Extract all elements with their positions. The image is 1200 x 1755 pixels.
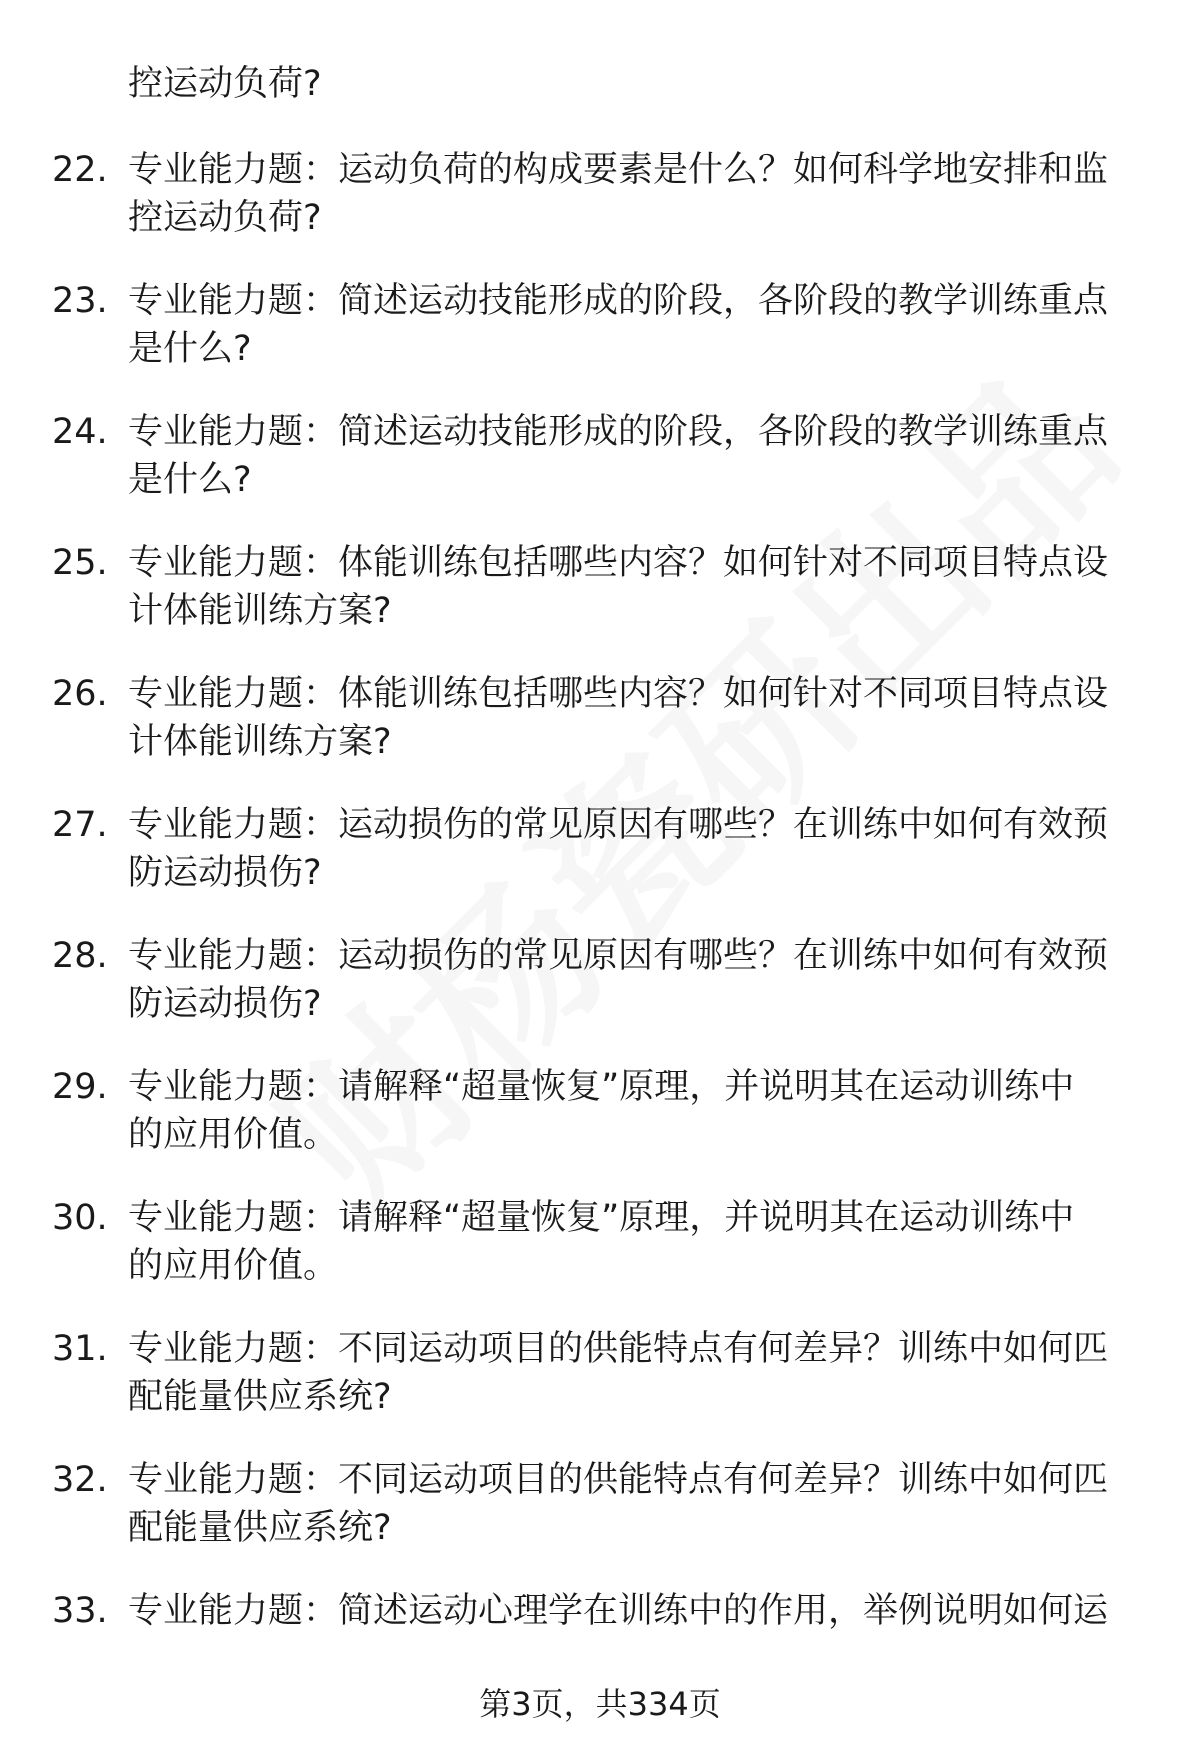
question-text (128, 539, 1138, 635)
question-number: 25. (52, 543, 108, 583)
question-text (128, 1587, 1138, 1635)
question-text-line: 是什么? (128, 329, 252, 369)
question-text-line: 专业能力题：体能训练包括哪些内容？如何针对不同项目特点设 (128, 674, 1109, 714)
question-text-line: 专业能力题：运动损伤的常见原因有哪些？在训练中如何有效预 (128, 936, 1109, 976)
question-text-line: 防运动损伤? (128, 984, 322, 1024)
question-text-line: 专业能力题：体能训练包括哪些内容？如何针对不同项目特点设 (128, 543, 1109, 583)
question-text-line: 专业能力题：请解释“超量恢复”原理，并说明其在运动训练中 (128, 1067, 1075, 1107)
question-text (128, 801, 1138, 897)
question-item (0, 801, 1200, 932)
continued-question-text: 控运动负荷? (128, 64, 322, 104)
question-item (0, 1456, 1200, 1587)
question-text (128, 1456, 1138, 1552)
question-item (0, 408, 1200, 539)
question-item (0, 1063, 1200, 1194)
question-number: 33. (52, 1591, 108, 1631)
question-text-line: 计体能训练方案? (128, 722, 392, 762)
question-list (0, 146, 1200, 1718)
question-text-line: 专业能力题：运动损伤的常见原因有哪些？在训练中如何有效预 (128, 805, 1109, 845)
question-text (128, 277, 1138, 373)
question-number: 32. (52, 1460, 108, 1500)
question-number: 30. (52, 1198, 108, 1238)
question-text (128, 1063, 1138, 1159)
question-number: 29. (52, 1067, 108, 1107)
question-number: 27. (52, 805, 108, 845)
question-text-line: 的应用价值。 (128, 1246, 339, 1286)
question-number: 23. (52, 281, 108, 321)
question-item (0, 1325, 1200, 1456)
question-item (0, 146, 1200, 277)
question-number: 26. (52, 674, 108, 714)
question-item (0, 539, 1200, 670)
question-text-line: 配能量供应系统? (128, 1377, 392, 1417)
question-text-line: 配能量供应系统? (128, 1508, 392, 1548)
question-number: 22. (52, 150, 108, 190)
question-text-line: 专业能力题：不同运动项目的供能特点有何差异？训练中如何匹 (128, 1460, 1109, 1500)
question-text-line: 防运动损伤? (128, 853, 322, 893)
page-number-footer: 第3页，共334页 (479, 1685, 721, 1723)
question-text-line: 专业能力题：简述运动心理学在训练中的作用，举例说明如何运 (128, 1591, 1109, 1631)
question-number: 24. (52, 412, 108, 452)
question-text (128, 932, 1138, 1028)
question-text-line: 计体能训练方案? (128, 591, 392, 631)
question-item (0, 277, 1200, 408)
question-text-line: 专业能力题：简述运动技能形成的阶段，各阶段的教学训练重点 (128, 281, 1109, 321)
question-text (128, 670, 1138, 766)
question-text-line: 控运动负荷? (128, 198, 322, 238)
question-text (128, 1194, 1138, 1290)
question-text-line: 专业能力题：不同运动项目的供能特点有何差异？训练中如何匹 (128, 1329, 1109, 1369)
question-text (128, 1325, 1138, 1421)
question-text-line: 的应用价值。 (128, 1115, 339, 1155)
question-text-line: 专业能力题：运动负荷的构成要素是什么？如何科学地安排和监 (128, 150, 1109, 190)
question-text (128, 146, 1138, 242)
question-text-line: 专业能力题：简述运动技能形成的阶段，各阶段的教学训练重点 (128, 412, 1109, 452)
question-item (0, 1194, 1200, 1325)
question-number: 31. (52, 1329, 108, 1369)
question-item (0, 670, 1200, 801)
question-text-line: 是什么? (128, 460, 252, 500)
question-number: 28. (52, 936, 108, 976)
question-item (0, 932, 1200, 1063)
question-text (128, 408, 1138, 504)
question-text-line: 专业能力题：请解释“超量恢复”原理，并说明其在运动训练中 (128, 1198, 1075, 1238)
